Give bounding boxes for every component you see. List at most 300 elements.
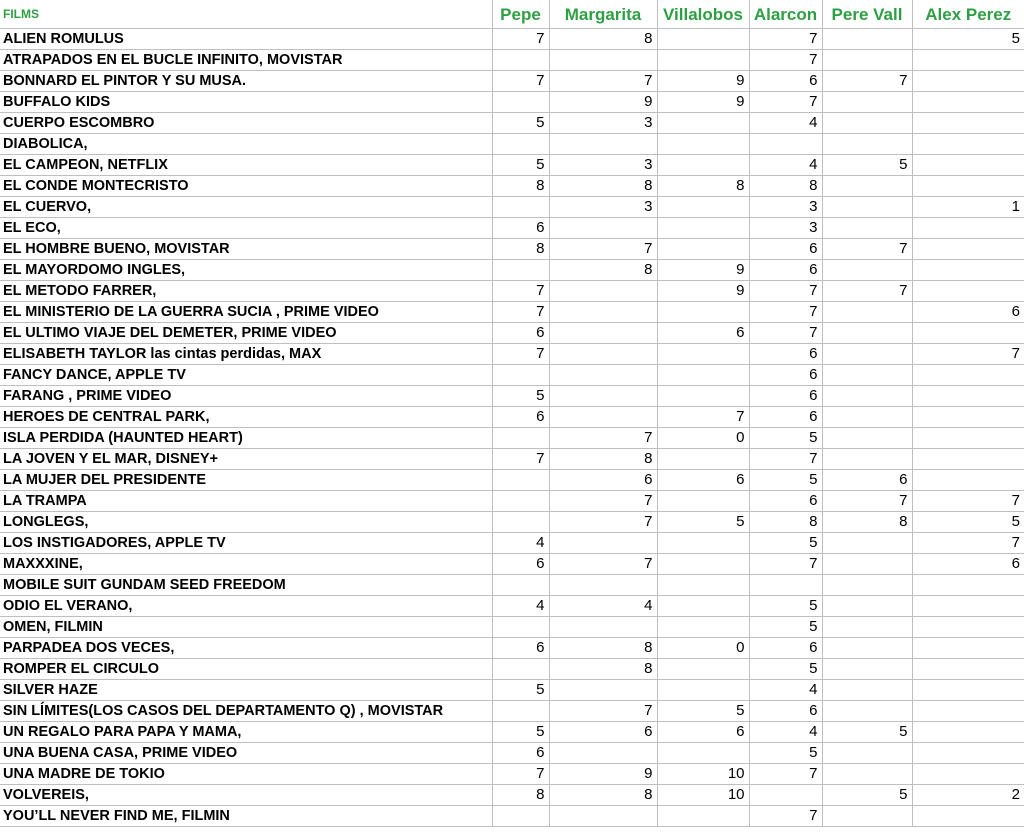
score-cell-pere-vall[interactable] [822, 50, 912, 71]
score-cell-villalobos[interactable] [657, 218, 749, 239]
table-row [0, 92, 1024, 113]
score-cell-villalobos[interactable] [657, 365, 749, 386]
score-cell-pepe[interactable]: 4 [492, 596, 549, 617]
score-cell-pepe[interactable] [492, 50, 549, 71]
table-row [0, 638, 1024, 659]
score-cell-margarita[interactable] [549, 344, 657, 365]
score-cell-margarita[interactable] [549, 386, 657, 407]
score-cell-pere-vall[interactable] [822, 701, 912, 722]
score-cell-villalobos[interactable] [657, 491, 749, 512]
score-cell-margarita[interactable]: 9 [549, 92, 657, 113]
score-cell-villalobos[interactable] [657, 575, 749, 596]
score-cell-alarcon[interactable] [749, 575, 822, 596]
score-cell-margarita[interactable] [549, 302, 657, 323]
score-cell-alex-perez[interactable] [912, 386, 1024, 407]
score-cell-pere-vall[interactable] [822, 596, 912, 617]
score-cell-margarita[interactable] [549, 575, 657, 596]
score-cell-pepe[interactable] [492, 197, 549, 218]
film-title-cell[interactable]: UNA BUENA CASA, PRIME VIDEO [0, 743, 492, 764]
score-cell-alarcon[interactable]: 3 [749, 218, 822, 239]
score-cell-alarcon[interactable]: 4 [749, 113, 822, 134]
score-cell-margarita[interactable]: 8 [549, 176, 657, 197]
score-cell-pepe[interactable] [492, 491, 549, 512]
film-title-cell[interactable]: MAXXXINE, [0, 554, 492, 575]
score-cell-pere-vall[interactable] [822, 365, 912, 386]
score-cell-margarita[interactable]: 3 [549, 197, 657, 218]
table-row [0, 365, 1024, 386]
score-cell-alex-perez[interactable]: 7 [912, 344, 1024, 365]
film-title-cell[interactable]: BONNARD EL PINTOR Y SU MUSA. [0, 71, 492, 92]
score-cell-alarcon[interactable]: 5 [749, 428, 822, 449]
table-row [0, 50, 1024, 71]
film-title-cell[interactable]: EL HOMBRE BUENO, MOVISTAR [0, 239, 492, 260]
score-cell-alex-perez[interactable] [912, 113, 1024, 134]
score-cell-pere-vall[interactable]: 7 [822, 281, 912, 302]
score-cell-villalobos[interactable]: 7 [657, 407, 749, 428]
score-cell-margarita[interactable]: 7 [549, 554, 657, 575]
score-cell-alex-perez[interactable] [912, 449, 1024, 470]
table-row [0, 743, 1024, 764]
score-cell-pepe[interactable]: 6 [492, 323, 549, 344]
table-row [0, 155, 1024, 176]
score-cell-villalobos[interactable] [657, 743, 749, 764]
score-cell-pepe[interactable] [492, 134, 549, 155]
film-title-cell[interactable]: EL CONDE MONTECRISTO [0, 176, 492, 197]
score-cell-alarcon[interactable]: 7 [749, 29, 822, 50]
score-cell-pepe[interactable] [492, 92, 549, 113]
score-cell-alarcon[interactable]: 7 [749, 323, 822, 344]
score-cell-alarcon[interactable]: 6 [749, 365, 822, 386]
film-title-cell[interactable]: ODIO EL VERANO, [0, 596, 492, 617]
score-cell-alex-perez[interactable] [912, 764, 1024, 785]
score-cell-margarita[interactable] [549, 323, 657, 344]
score-cell-alarcon[interactable]: 7 [749, 302, 822, 323]
film-title-cell[interactable]: HEROES DE CENTRAL PARK, [0, 407, 492, 428]
score-cell-pere-vall[interactable] [822, 743, 912, 764]
score-cell-alarcon[interactable]: 4 [749, 155, 822, 176]
score-cell-alex-perez[interactable] [912, 470, 1024, 491]
score-cell-margarita[interactable]: 9 [549, 764, 657, 785]
score-cell-pepe[interactable] [492, 512, 549, 533]
score-cell-alarcon[interactable]: 7 [749, 50, 822, 71]
score-cell-pepe[interactable]: 5 [492, 113, 549, 134]
score-cell-margarita[interactable] [549, 218, 657, 239]
table-row [0, 344, 1024, 365]
score-cell-villalobos[interactable] [657, 113, 749, 134]
film-title-cell[interactable]: EL METODO FARRER, [0, 281, 492, 302]
score-cell-alarcon[interactable]: 5 [749, 617, 822, 638]
score-cell-alarcon[interactable] [749, 134, 822, 155]
film-title-cell[interactable]: ATRAPADOS EN EL BUCLE INFINITO, MOVISTAR [0, 50, 492, 71]
film-title-cell[interactable]: FANCY DANCE, APPLE TV [0, 365, 492, 386]
score-cell-alex-perez[interactable] [912, 596, 1024, 617]
reviewer-header-villalobos[interactable]: Villalobos [657, 0, 749, 29]
films-column-header[interactable]: FILMS [0, 0, 492, 29]
score-cell-margarita[interactable]: 7 [549, 428, 657, 449]
score-cell-villalobos[interactable]: 9 [657, 260, 749, 281]
film-title-cell[interactable]: DIABOLICA, [0, 134, 492, 155]
score-cell-pere-vall[interactable] [822, 302, 912, 323]
score-cell-alex-perez[interactable]: 5 [912, 512, 1024, 533]
score-cell-pepe[interactable] [492, 365, 549, 386]
table-row [0, 113, 1024, 134]
film-title-cell[interactable]: UNA MADRE DE TOKIO [0, 764, 492, 785]
score-cell-villalobos[interactable] [657, 239, 749, 260]
score-cell-margarita[interactable]: 8 [549, 659, 657, 680]
score-cell-pere-vall[interactable]: 7 [822, 239, 912, 260]
score-cell-alarcon[interactable]: 7 [749, 554, 822, 575]
score-cell-pere-vall[interactable] [822, 407, 912, 428]
score-cell-pepe[interactable]: 6 [492, 554, 549, 575]
score-cell-pepe[interactable] [492, 617, 549, 638]
table-row [0, 680, 1024, 701]
score-cell-villalobos[interactable] [657, 50, 749, 71]
score-cell-alex-perez[interactable] [912, 428, 1024, 449]
score-cell-alarcon[interactable]: 7 [749, 449, 822, 470]
score-cell-villalobos[interactable] [657, 29, 749, 50]
film-title-cell[interactable]: EL CUERVO, [0, 197, 492, 218]
score-cell-pepe[interactable] [492, 575, 549, 596]
score-cell-alarcon[interactable]: 6 [749, 71, 822, 92]
score-cell-villalobos[interactable] [657, 155, 749, 176]
film-title-cell[interactable]: ROMPER EL CIRCULO [0, 659, 492, 680]
table-row [0, 617, 1024, 638]
film-title-cell[interactable]: OMEN, FILMIN [0, 617, 492, 638]
score-cell-alex-perez[interactable] [912, 239, 1024, 260]
score-cell-alarcon[interactable]: 8 [749, 176, 822, 197]
score-cell-villalobos[interactable] [657, 302, 749, 323]
score-cell-villalobos[interactable]: 9 [657, 92, 749, 113]
score-cell-pere-vall[interactable] [822, 218, 912, 239]
score-cell-villalobos[interactable] [657, 596, 749, 617]
score-cell-alex-perez[interactable]: 6 [912, 554, 1024, 575]
score-cell-pere-vall[interactable] [822, 533, 912, 554]
film-title-cell[interactable]: FARANG , PRIME VIDEO [0, 386, 492, 407]
film-title-cell[interactable]: MOBILE SUIT GUNDAM SEED FREEDOM [0, 575, 492, 596]
score-cell-alex-perez[interactable] [912, 407, 1024, 428]
score-cell-alex-perez[interactable] [912, 722, 1024, 743]
score-cell-alarcon[interactable]: 6 [749, 239, 822, 260]
reviewer-header-pere-vall[interactable]: Pere Vall [822, 0, 912, 29]
score-cell-villalobos[interactable]: 0 [657, 428, 749, 449]
score-cell-alarcon[interactable]: 6 [749, 638, 822, 659]
film-title-cell[interactable]: EL ULTIMO VIAJE DEL DEMETER, PRIME VIDEO [0, 323, 492, 344]
score-cell-alarcon[interactable]: 7 [749, 764, 822, 785]
score-cell-villalobos[interactable]: 5 [657, 512, 749, 533]
score-cell-pepe[interactable] [492, 806, 549, 827]
score-cell-alarcon[interactable]: 6 [749, 344, 822, 365]
table-row [0, 281, 1024, 302]
table-row [0, 764, 1024, 785]
score-cell-pere-vall[interactable] [822, 134, 912, 155]
score-cell-pepe[interactable]: 7 [492, 71, 549, 92]
score-cell-pepe[interactable]: 6 [492, 638, 549, 659]
score-cell-margarita[interactable]: 7 [549, 239, 657, 260]
table-row [0, 533, 1024, 554]
score-cell-villalobos[interactable]: 6 [657, 323, 749, 344]
score-cell-margarita[interactable] [549, 134, 657, 155]
score-cell-pere-vall[interactable]: 5 [822, 155, 912, 176]
score-cell-pepe[interactable]: 8 [492, 785, 549, 806]
score-cell-alarcon[interactable]: 6 [749, 260, 822, 281]
score-cell-alex-perez[interactable] [912, 323, 1024, 344]
score-cell-alarcon[interactable]: 7 [749, 806, 822, 827]
score-cell-villalobos[interactable] [657, 659, 749, 680]
score-cell-margarita[interactable] [549, 743, 657, 764]
film-title-cell[interactable]: EL MAYORDOMO INGLES, [0, 260, 492, 281]
score-cell-villalobos[interactable] [657, 617, 749, 638]
score-cell-alex-perez[interactable]: 7 [912, 533, 1024, 554]
reviewer-header-alarcon[interactable]: Alarcon [749, 0, 822, 29]
score-cell-villalobos[interactable]: 10 [657, 785, 749, 806]
score-cell-margarita[interactable]: 4 [549, 596, 657, 617]
score-cell-villalobos[interactable] [657, 533, 749, 554]
score-cell-alarcon[interactable]: 6 [749, 491, 822, 512]
score-cell-alex-perez[interactable] [912, 281, 1024, 302]
score-cell-alarcon[interactable]: 7 [749, 92, 822, 113]
score-cell-alarcon[interactable]: 6 [749, 407, 822, 428]
film-title-cell[interactable]: LOS INSTIGADORES, APPLE TV [0, 533, 492, 554]
score-cell-villalobos[interactable] [657, 197, 749, 218]
score-cell-margarita[interactable] [549, 281, 657, 302]
score-cell-margarita[interactable]: 7 [549, 512, 657, 533]
score-cell-pepe[interactable]: 7 [492, 344, 549, 365]
score-cell-villalobos[interactable]: 10 [657, 764, 749, 785]
score-cell-alarcon[interactable] [749, 785, 822, 806]
table-row [0, 491, 1024, 512]
score-cell-pere-vall[interactable] [822, 554, 912, 575]
table-row [0, 470, 1024, 491]
score-cell-pere-vall[interactable]: 6 [822, 470, 912, 491]
score-cell-alex-perez[interactable]: 6 [912, 302, 1024, 323]
score-cell-margarita[interactable] [549, 365, 657, 386]
score-cell-pere-vall[interactable] [822, 260, 912, 281]
score-cell-margarita[interactable]: 6 [549, 470, 657, 491]
film-title-cell[interactable]: LONGLEGS, [0, 512, 492, 533]
score-cell-villalobos[interactable]: 8 [657, 176, 749, 197]
score-cell-villalobos[interactable] [657, 386, 749, 407]
score-cell-margarita[interactable] [549, 50, 657, 71]
score-cell-alex-perez[interactable] [912, 155, 1024, 176]
score-cell-alex-perez[interactable]: 1 [912, 197, 1024, 218]
score-cell-alex-perez[interactable] [912, 92, 1024, 113]
score-cell-pepe[interactable]: 7 [492, 764, 549, 785]
score-cell-pepe[interactable]: 8 [492, 176, 549, 197]
score-cell-margarita[interactable]: 3 [549, 113, 657, 134]
score-cell-pere-vall[interactable]: 7 [822, 71, 912, 92]
score-cell-pere-vall[interactable] [822, 197, 912, 218]
score-cell-pere-vall[interactable] [822, 764, 912, 785]
score-cell-alex-perez[interactable] [912, 50, 1024, 71]
score-cell-villalobos[interactable] [657, 344, 749, 365]
score-cell-pere-vall[interactable] [822, 680, 912, 701]
table-row [0, 260, 1024, 281]
score-cell-pere-vall[interactable] [822, 386, 912, 407]
score-cell-alex-perez[interactable]: 2 [912, 785, 1024, 806]
score-cell-alex-perez[interactable] [912, 743, 1024, 764]
score-cell-pepe[interactable]: 5 [492, 155, 549, 176]
score-cell-alex-perez[interactable] [912, 260, 1024, 281]
score-cell-alex-perez[interactable] [912, 134, 1024, 155]
score-cell-margarita[interactable]: 8 [549, 638, 657, 659]
score-cell-margarita[interactable] [549, 680, 657, 701]
score-cell-alex-perez[interactable] [912, 176, 1024, 197]
score-cell-pepe[interactable]: 7 [492, 29, 549, 50]
score-cell-alarcon[interactable]: 3 [749, 197, 822, 218]
film-title-cell[interactable]: LA MUJER DEL PRESIDENTE [0, 470, 492, 491]
film-title-cell[interactable]: EL CAMPEON, NETFLIX [0, 155, 492, 176]
score-cell-alex-perez[interactable] [912, 218, 1024, 239]
table-row [0, 596, 1024, 617]
score-cell-alarcon[interactable]: 7 [749, 281, 822, 302]
score-cell-alarcon[interactable]: 4 [749, 722, 822, 743]
score-cell-villalobos[interactable] [657, 449, 749, 470]
film-title-cell[interactable]: LA JOVEN Y EL MAR, DISNEY+ [0, 449, 492, 470]
score-cell-pere-vall[interactable] [822, 176, 912, 197]
score-cell-pere-vall[interactable] [822, 113, 912, 134]
score-cell-alex-perez[interactable] [912, 680, 1024, 701]
score-cell-margarita[interactable]: 6 [549, 722, 657, 743]
film-title-cell[interactable]: EL ECO, [0, 218, 492, 239]
score-cell-alarcon[interactable]: 5 [749, 659, 822, 680]
score-cell-alarcon[interactable]: 5 [749, 533, 822, 554]
score-cell-pepe[interactable]: 8 [492, 239, 549, 260]
score-cell-pepe[interactable] [492, 659, 549, 680]
film-title-cell[interactable]: YOU’LL NEVER FIND ME, FILMIN [0, 806, 492, 827]
score-cell-alarcon[interactable]: 6 [749, 386, 822, 407]
score-cell-pepe[interactable]: 6 [492, 407, 549, 428]
score-cell-alex-perez[interactable] [912, 71, 1024, 92]
film-title-cell[interactable]: ALIEN ROMULUS [0, 29, 492, 50]
score-cell-margarita[interactable]: 3 [549, 155, 657, 176]
score-cell-alarcon[interactable]: 5 [749, 596, 822, 617]
reviewer-header-alex-perez[interactable]: Alex Perez [912, 0, 1024, 29]
score-cell-villalobos[interactable] [657, 680, 749, 701]
score-cell-margarita[interactable]: 7 [549, 701, 657, 722]
score-cell-pepe[interactable] [492, 701, 549, 722]
table-row [0, 197, 1024, 218]
film-title-cell[interactable]: EL MINISTERIO DE LA GUERRA SUCIA , PRIME VIDEO [0, 302, 492, 323]
score-cell-margarita[interactable]: 8 [549, 29, 657, 50]
table-row [0, 323, 1024, 344]
score-cell-pepe[interactable]: 6 [492, 743, 549, 764]
score-cell-margarita[interactable]: 7 [549, 491, 657, 512]
score-cell-alex-perez[interactable] [912, 701, 1024, 722]
score-cell-margarita[interactable] [549, 533, 657, 554]
film-title-cell[interactable]: ISLA PERDIDA (HAUNTED HEART) [0, 428, 492, 449]
film-title-cell[interactable]: VOLVEREIS, [0, 785, 492, 806]
score-cell-pere-vall[interactable]: 5 [822, 722, 912, 743]
score-cell-pere-vall[interactable] [822, 92, 912, 113]
score-cell-pepe[interactable]: 7 [492, 302, 549, 323]
score-cell-pepe[interactable]: 4 [492, 533, 549, 554]
film-title-cell[interactable]: SILVER HAZE [0, 680, 492, 701]
score-cell-pepe[interactable]: 5 [492, 680, 549, 701]
score-cell-margarita[interactable]: 8 [549, 785, 657, 806]
score-cell-villalobos[interactable] [657, 806, 749, 827]
score-cell-pere-vall[interactable] [822, 659, 912, 680]
score-cell-margarita[interactable] [549, 617, 657, 638]
score-cell-alarcon[interactable]: 5 [749, 743, 822, 764]
score-cell-margarita[interactable]: 7 [549, 71, 657, 92]
score-cell-alarcon[interactable]: 8 [749, 512, 822, 533]
reviewer-header-pepe[interactable]: Pepe [492, 0, 549, 29]
score-cell-pepe[interactable]: 6 [492, 218, 549, 239]
score-cell-pere-vall[interactable]: 5 [822, 785, 912, 806]
score-cell-villalobos[interactable]: 6 [657, 722, 749, 743]
score-cell-pere-vall[interactable] [822, 344, 912, 365]
film-title-cell[interactable]: ELISABETH TAYLOR las cintas perdidas, MAX [0, 344, 492, 365]
score-cell-alex-perez[interactable] [912, 575, 1024, 596]
score-cell-alarcon[interactable]: 5 [749, 470, 822, 491]
score-cell-villalobos[interactable]: 5 [657, 701, 749, 722]
score-cell-pere-vall[interactable]: 7 [822, 491, 912, 512]
score-cell-pepe[interactable] [492, 470, 549, 491]
score-cell-alarcon[interactable]: 6 [749, 701, 822, 722]
score-cell-alex-perez[interactable] [912, 365, 1024, 386]
score-cell-pepe[interactable] [492, 428, 549, 449]
score-cell-pere-vall[interactable]: 8 [822, 512, 912, 533]
score-cell-pere-vall[interactable] [822, 638, 912, 659]
film-title-cell[interactable]: SIN LÍMITES(LOS CASOS DEL DEPARTAMENTO Q) , MOVISTAR [0, 701, 492, 722]
score-cell-pere-vall[interactable] [822, 323, 912, 344]
score-cell-villalobos[interactable] [657, 554, 749, 575]
score-cell-pepe[interactable]: 7 [492, 281, 549, 302]
score-cell-margarita[interactable] [549, 806, 657, 827]
score-cell-pere-vall[interactable] [822, 449, 912, 470]
score-cell-villalobos[interactable] [657, 134, 749, 155]
score-cell-pere-vall[interactable] [822, 428, 912, 449]
score-cell-alex-perez[interactable] [912, 638, 1024, 659]
score-cell-margarita[interactable]: 8 [549, 449, 657, 470]
table-row [0, 302, 1024, 323]
score-cell-alex-perez[interactable] [912, 659, 1024, 680]
film-title-cell[interactable]: LA TRAMPA [0, 491, 492, 512]
score-cell-alex-perez[interactable]: 7 [912, 491, 1024, 512]
score-cell-villalobos[interactable]: 6 [657, 470, 749, 491]
score-cell-pepe[interactable]: 5 [492, 722, 549, 743]
score-cell-pere-vall[interactable] [822, 806, 912, 827]
score-cell-pere-vall[interactable] [822, 29, 912, 50]
film-title-cell[interactable]: PARPADEA DOS VECES, [0, 638, 492, 659]
score-cell-margarita[interactable] [549, 407, 657, 428]
film-title-cell[interactable]: CUERPO ESCOMBRO [0, 113, 492, 134]
score-cell-villalobos[interactable]: 0 [657, 638, 749, 659]
score-cell-margarita[interactable]: 8 [549, 260, 657, 281]
score-cell-pepe[interactable] [492, 260, 549, 281]
reviewer-header-margarita[interactable]: Margarita [549, 0, 657, 29]
score-cell-alex-perez[interactable] [912, 806, 1024, 827]
table-row [0, 29, 1024, 50]
table-row [0, 575, 1024, 596]
score-cell-alarcon[interactable]: 4 [749, 680, 822, 701]
film-title-cell[interactable]: UN REGALO PARA PAPA Y MAMA, [0, 722, 492, 743]
table-row [0, 218, 1024, 239]
score-cell-pepe[interactable]: 5 [492, 386, 549, 407]
score-cell-villalobos[interactable]: 9 [657, 71, 749, 92]
film-title-cell[interactable]: BUFFALO KIDS [0, 92, 492, 113]
score-cell-alex-perez[interactable]: 5 [912, 29, 1024, 50]
score-cell-pere-vall[interactable] [822, 617, 912, 638]
table-row [0, 134, 1024, 155]
score-cell-alex-perez[interactable] [912, 617, 1024, 638]
table-row [0, 722, 1024, 743]
sheet-body [0, 29, 1024, 827]
score-cell-pere-vall[interactable] [822, 575, 912, 596]
table-row [0, 407, 1024, 428]
score-cell-villalobos[interactable]: 9 [657, 281, 749, 302]
score-cell-pepe[interactable]: 7 [492, 449, 549, 470]
